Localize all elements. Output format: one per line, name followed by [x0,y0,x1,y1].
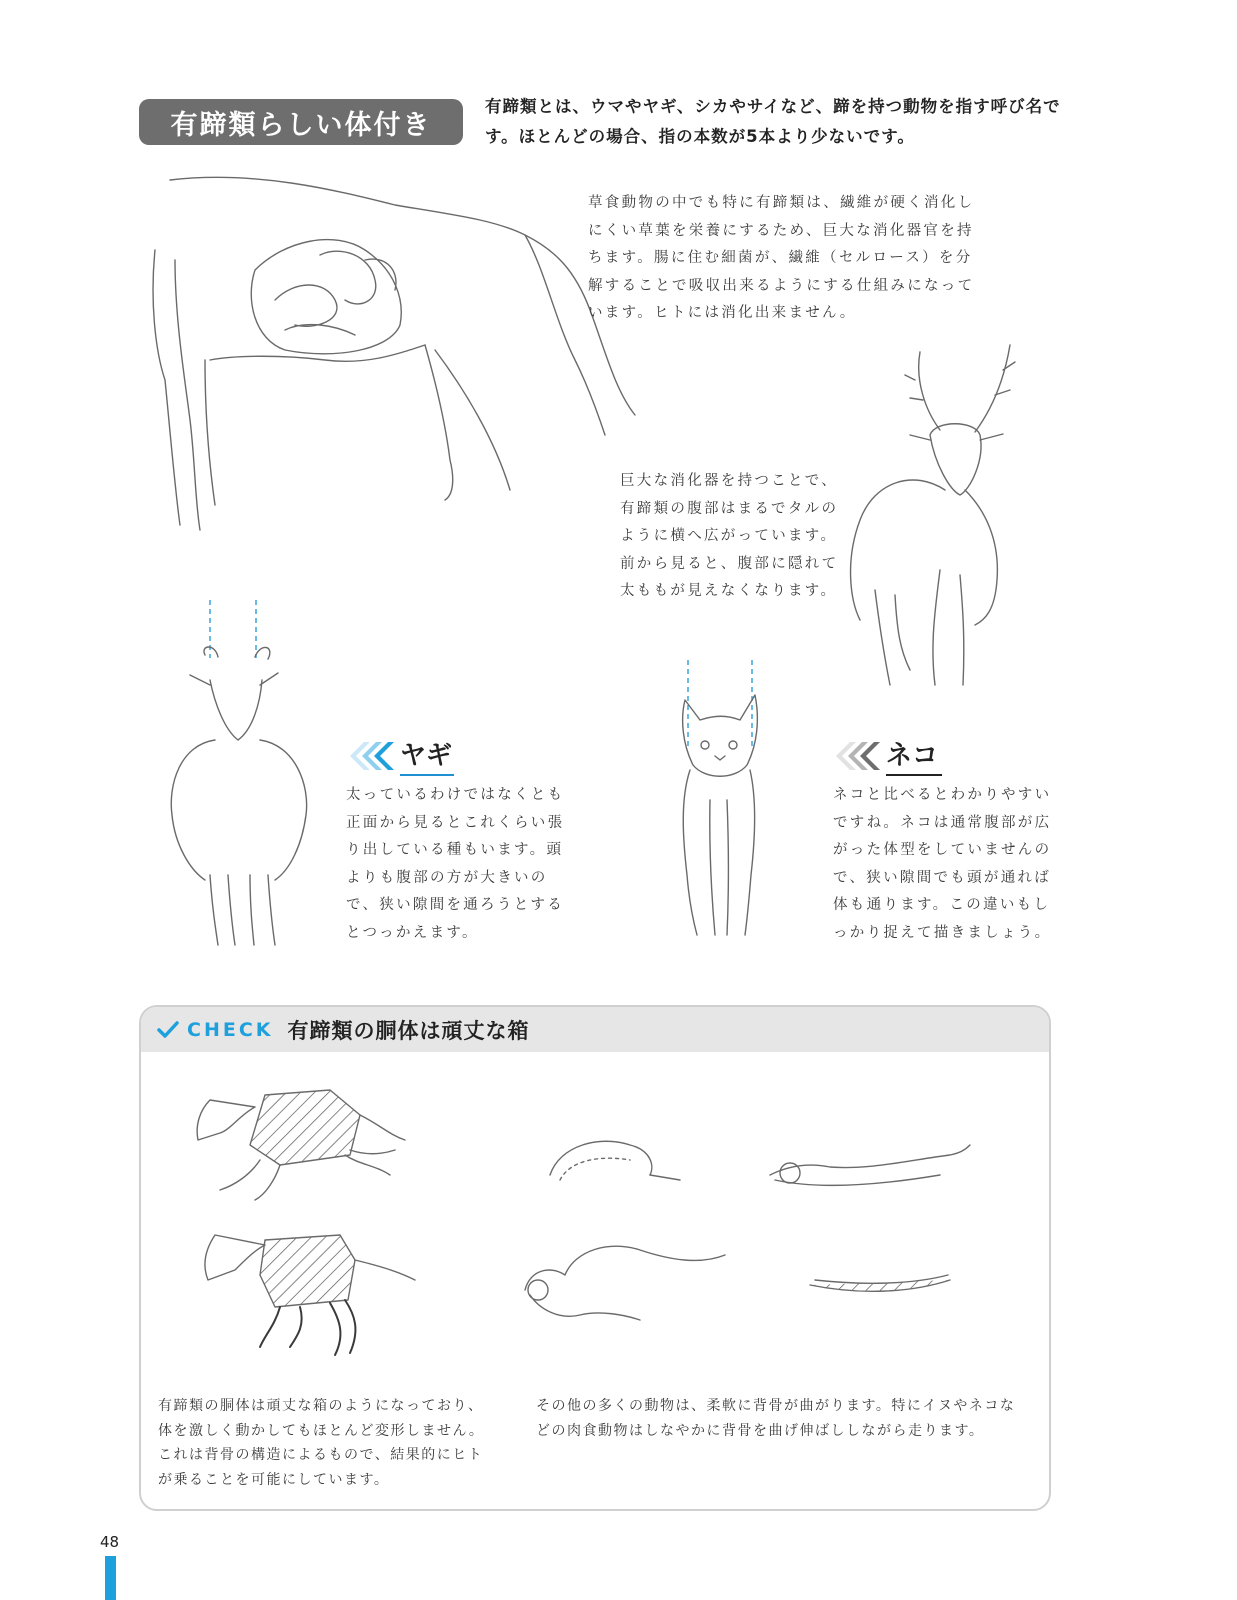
goat-paragraph: 太っているわけではなくとも正面から見るとこれくらい張り出している種もいます。頭よりも腹部の方が大きいので、狭い隙間を通ろうとするとつっかえます。 [346,787,565,941]
goat-front-sketch [160,645,320,955]
page-number: 48 [100,1533,120,1551]
running-animals-sketches [180,1085,1040,1385]
barrel-paragraph: 巨大な消化器を持つことで、有蹄類の腹部はまるでタルのように横へ広がっています。前から見ると、腹部に隠れて太ももが見えなくなります。 [620,473,839,599]
chevron-left-icon [346,740,394,772]
digestion-paragraph: 草食動物の中でも特に有蹄類は、繊維が硬く消化しにくい草葉を栄養にするため、巨大な消化器官を持ちます。腸に住む細菌が、繊維（セルロース）を分解することで吸収出来るようにする仕組みになっています。ヒトには消化出来ません。 [588,195,975,321]
page-accent-bar [105,1556,116,1600]
section-title: 有蹄類らしい体付き [139,99,463,145]
goat-label: ヤギ [400,735,454,776]
cat-front-sketch [665,690,775,940]
cat-crouch-sketch [525,1246,725,1320]
horse-gallop-sketch-1 [197,1090,405,1200]
chevron-left-icon [832,740,880,772]
flexing-spine-sketch [810,1275,950,1291]
horse-digestive-sketch [135,160,655,540]
cat-paragraph: ネコと比べるとわかりやすいですね。ネコは通常腹部が広がった体型をしていませんので、狭い隙間でも頭が通れば体も通ります。この違いもしっかり捉えて描きましょう。 [833,787,1052,941]
check-header [141,1007,1049,1052]
check-title: 有蹄類の胴体は頑丈な箱 [287,1018,530,1043]
horse-gallop-sketch-2 [205,1235,415,1307]
checkmark-icon [157,1021,179,1039]
check-left-text: 有蹄類の胴体は頑丈な箱のようになっており、体を激しく動かしてもほとんど変形しません。これは背骨の構造によるもので、結果的にヒトが乗ることを可能にしています。 [158,1398,485,1488]
cat-label: ネコ [886,735,942,776]
dog-stretch-sketch [770,1145,970,1185]
intro-text: 有蹄類とは、ウマやヤギ、シカやサイなど、蹄を持つ動物を指す呼び名です。ほとんどの場合、指の本数が5本より少ないです。 [485,97,1061,146]
curled-spine-sketch [550,1141,680,1180]
deer-front-sketch [835,340,1045,700]
check-right-text: その他の多くの動物は、柔軟に背骨が曲がります。特にイヌやネコなどの肉食動物はしなやかに背骨を曲げ伸ばししながら走ります。 [536,1398,1016,1439]
check-word: CHECK [187,1018,274,1041]
